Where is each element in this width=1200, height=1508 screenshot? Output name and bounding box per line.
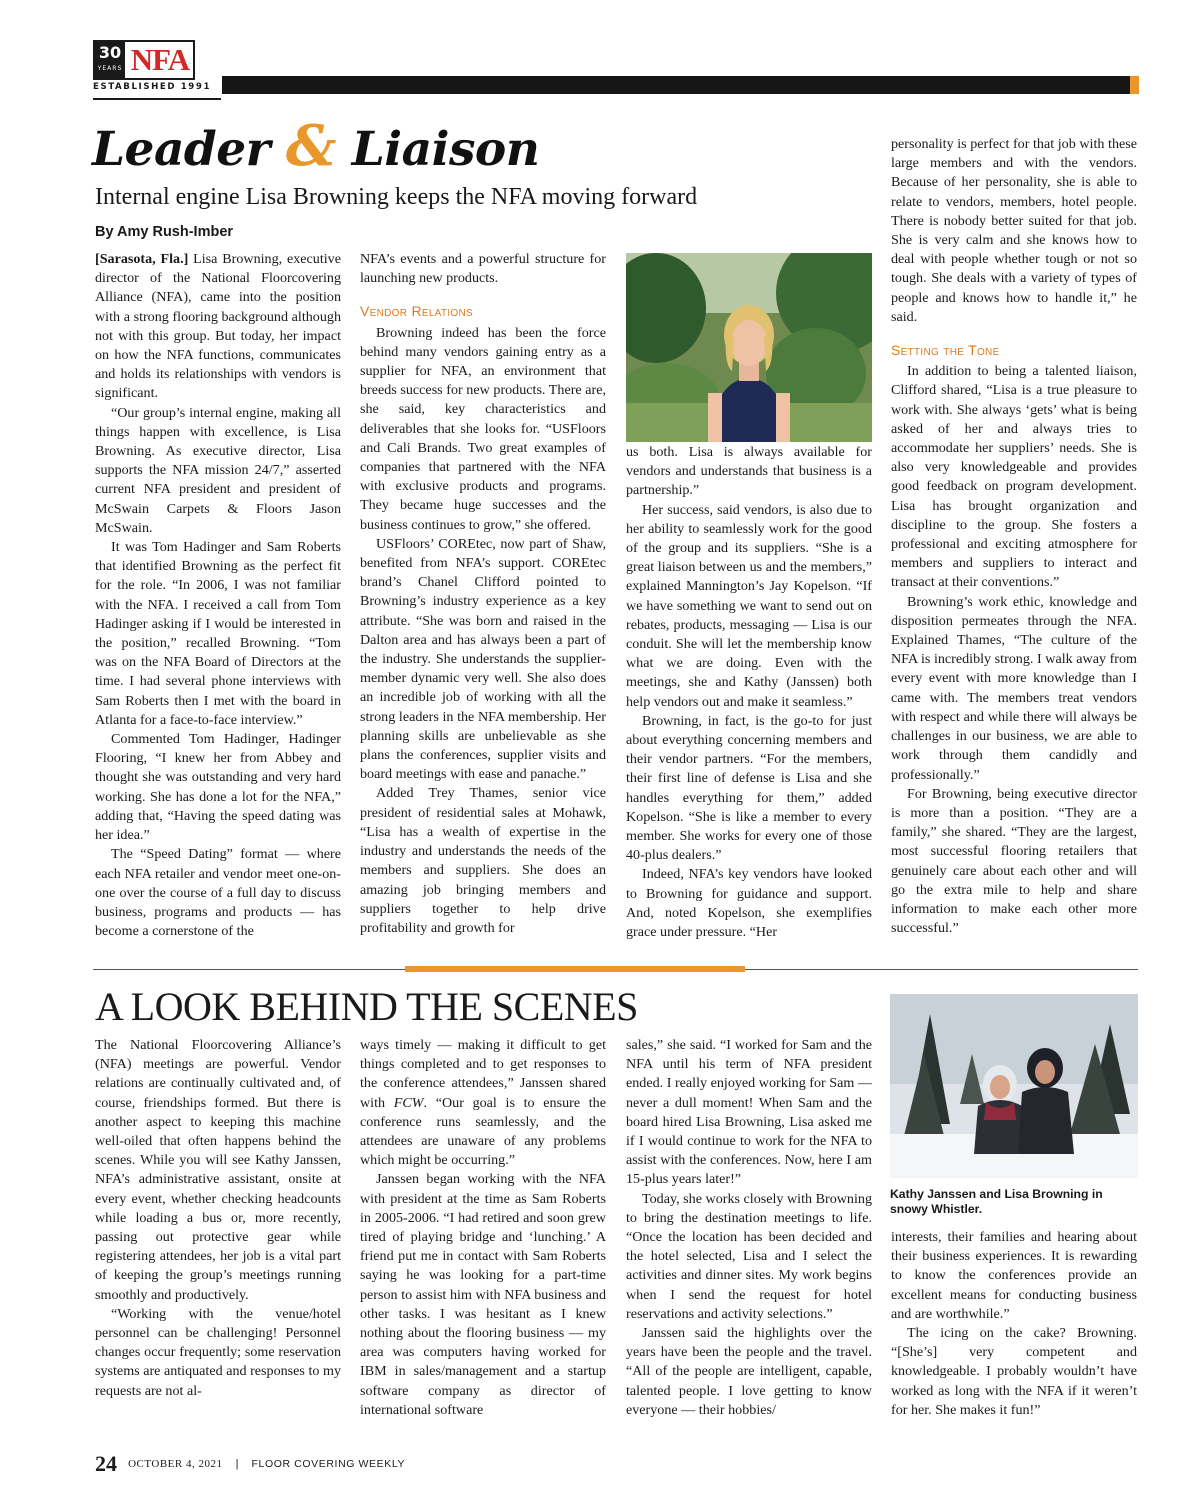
paragraph: For Browning, being executive director is more than a position. “They are a family,” she shared. “They are the largest, most successful flooring retailers that genuinely care about each other and will go the extra mile to help and share information to make each other more successful.”	[891, 785, 1137, 937]
paragraph: Indeed, NFA’s key vendors have looked to Browning for guidance and support. And, noted Kopelson, she exemplifies grace under pressure. “Her	[626, 866, 872, 941]
article-column-2	[360, 250, 606, 938]
paragraph: Added Trey Thames, senior vice president of residential sales at Mohawk, “Lisa has a wealth of expertise in the industry and understands the needs of the members and suppliers. She does an amazing job bringing members and suppliers together to help drive profitability and growth for	[360, 785, 606, 936]
paragraph: Janssen began working with the NFA with president at the time as Sam Roberts in 2005-2006. “I had retired and soon grew tired of playing bridge and ‘lunching.’ A friend put me in contact with Sam Roberts saying he was looking for a part-time person to assist him with NFA business and other tasks. I was hesitant as I knew nothing about the flooring business — my area was computers having worked for IBM in sales/management and a startup software company as director of international software	[360, 1171, 606, 1418]
paragraph: The “Speed Dating” format — where each NFA retailer and vendor meet one-on-one over the course of a full day to discuss business, programs and products — has become a cornerstone of the	[95, 846, 341, 940]
paragraph: It was Tom Hadinger and Sam Roberts that identified Browning as the perfect fit for the role. “In 2006, I was not familiar with the NFA. I received a call from Tom Hadinger asking if I would be interested in the position,” recalled Browning. “Tom was on the NFA Board of Directors at the time. I had several phone interviews with Sam Roberts then I met with the board in Atlanta for a face-to-face interview.”	[95, 539, 341, 728]
paragraph: Her success, said vendors, is also due to her ability to seamlessly work for the good of the group and its suppliers. “She is a great liaison between us and the members,” explained Mannington’s Jay Kopelson. “If we have something we want to send out on rebates, products, messaging — Lisa is our conduit. She will let the membership know what we are doing. Even with the meetings, she and Kathy (Janssen) both help vendors out and make it seamless.”	[626, 501, 872, 710]
section-heading-setting-the-tone: Setting the Tone	[891, 342, 1000, 359]
logo-years-label: YEARS	[97, 65, 123, 72]
header-bar-accent	[1130, 76, 1139, 94]
paragraph: Browning indeed has been the force behind many vendors gaining entry as a supplier for NFA, an environment that breeds success for new products. There are, she said, key characteristics and deliverables that she looks for. “USFloors and Cali Brands. Two great examples of companies that partnered with the NFA with exclusive products and programs. They became huge successes and the business continues to grow,” she offered.	[360, 324, 606, 533]
article-subtitle: Internal engine Lisa Browning keeps the NFA moving forward	[95, 184, 698, 210]
photo-caption: Kathy Janssen and Lisa Browning in snowy Whistler.	[890, 1187, 1103, 1216]
sidebar-column-1	[95, 1036, 341, 1401]
logo-brand: NFA	[130, 42, 190, 77]
paragraph: The National Floorcovering Alliance’s (NFA) meetings are powerful. Vendor relations are continually cultivated and, of course, friendships formed. But there is another aspect to keeping this machine well-oiled that often happens behind the scenes. While you will see Kathy Janssen, NFA’s administrative assistant, onsite at every event, whether checking headcounts while loading a bus or, more recently, passing out protective gear while registering attendees, her job is a vital part of keeping the group’s meetings running smoothly and productively.	[95, 1037, 341, 1303]
dateline: [Sarasota, Fla.]	[95, 251, 189, 267]
paragraph: Today, she works closely with Browning to bring the destination meetings to life. “Once the location has been decided and the hotel selected, Lisa and I select the activities and dinner sites. My work begins when I send the request for hotel reservations and activity selections.”	[626, 1190, 872, 1322]
paragraph: sales,” she said. “I worked for Sam and the NFA until his term of NFA president ended. I really enjoyed working for Sam — never a dull moment! When Sam and the board hired Lisa Browning, Lisa asked me if I would continue to work for the NFA to assist with the conferences. Now, here I am 15-plus years later!”	[626, 1037, 872, 1188]
title-ampersand: &	[285, 113, 336, 179]
header-bar	[222, 76, 1130, 94]
snow-scene-illustration	[890, 994, 1138, 1178]
paragraph: us both. Lisa is always available for vendors and understands that business is a partnership.”	[626, 444, 872, 499]
paragraph: NFA’s events and a powerful structure for launching new products.	[360, 251, 606, 287]
article-byline: By Amy Rush-Imber	[95, 224, 234, 240]
portrait-illustration	[626, 253, 872, 442]
logo-years-block	[95, 42, 125, 78]
publication-title: FLOOR COVERING WEEKLY	[251, 1458, 406, 1470]
logo-underline	[93, 98, 221, 100]
publication-name: FCW	[393, 1094, 424, 1111]
paragraph: “Our group’s internal engine, making all things happen with excellence, is Lisa Browning. As executive director, Lisa supports the NFA mission 24/7,” asserted current NFA president and president of McSwain Carpets & Floors Jason McSwain.	[95, 404, 341, 536]
paragraph	[95, 250, 341, 404]
footer-separator: |	[235, 1458, 239, 1470]
paragraph: The icing on the cake? Browning. “[She’s] very competent and knowledgeable. I probably wouldn’t have worked as long with the NFA if it weren’t for her. She makes it fun!”	[891, 1325, 1137, 1418]
article-column-1	[95, 250, 341, 941]
issue-date: OCTOBER 4, 2021	[128, 1458, 223, 1470]
paragraph: Browning, in fact, is the go-to for just about everything concerning members and their vendor partners. “For the members, their first line of defense is Lisa and she handles everything for them,” added Kopelson. “She is like a member to every member. She works for every one of those 40-plus dealers.”	[626, 712, 872, 864]
sidebar-column-2	[360, 1036, 606, 1420]
article-column-4	[891, 135, 1137, 938]
section-heading-vendor-relations: Vendor Relations	[360, 303, 473, 320]
paragraph: In addition to being a talented liaison, Clifford shared, “Lisa is a true pleasure to work with. She always ‘gets’ what is being asked of her and always tries to accommodate her suppliers’ needs. She is also very knowledgeable and provides good feedback on program development. Lisa has brought organization and discipline to the group. She fosters a professional and exciting atmosphere for members and suppliers to interact and transact at their conventions.”	[891, 363, 1137, 591]
section-divider-accent	[405, 966, 745, 972]
page-number: 24	[95, 1451, 117, 1476]
sidebar-heading: A LOOK BEHIND THE SCENES	[95, 984, 638, 1029]
kathy-and-lisa-whistler-photo	[890, 994, 1138, 1178]
paragraph-text: Lisa Browning, executive director of the National Floorcovering Alliance (NFA), came into the position with a strong flooring background although not with this group. But today, her impact on how the NFA functions, communicates and holds its relationships with vendors is significant.	[95, 251, 341, 402]
nfa-30-years-logo	[93, 40, 212, 94]
page-footer	[95, 1451, 595, 1476]
logo-years-number: 30	[98, 43, 122, 62]
title-part-2: Liaison	[351, 122, 540, 177]
paragraph-text: ways timely — making it difficult to get things completed and to get responses to the conference attendees,” Janssen shared with	[360, 1037, 606, 1111]
title-part-1: Leader	[92, 122, 270, 177]
paragraph	[360, 1036, 606, 1170]
paragraph: Browning’s work ethic, knowledge and disposition permeates through the NFA. Explained Thames, “The culture of the NFA is incredibly strong. I walk away from every event with more knowledge than I came with. The members treat vendors with respect and while there will always be challenges in our business, we are able to work through them candidly and professionally.”	[891, 593, 1137, 783]
lisa-browning-photo	[626, 253, 872, 442]
paragraph: Janssen said the highlights over the years have been the people and the travel. “All of the people are intelligent, capable, talented people. I love getting to know everyone — their hobbies/	[626, 1325, 872, 1418]
paragraph-text: . “Our goal is to ensure the conference runs seamlessly, and the attendees are unaware of any problems which might be occurring.”	[360, 1094, 606, 1169]
logo-established: ESTABLISHED 1991	[93, 82, 212, 92]
sidebar-column-3	[626, 1036, 872, 1420]
sidebar-column-4	[891, 1228, 1137, 1420]
article-column-3	[626, 443, 872, 942]
article-title	[92, 114, 692, 178]
paragraph: “Working with the venue/hotel personnel can be challenging! Personnel changes occur frequently; some reservation systems are antiquated and responses to my requests are not al-	[95, 1305, 341, 1399]
paragraph: Commented Tom Hadinger, Hadinger Flooring, “I knew her from Abbey and thought she was outstanding and very hard working. She has done a lot for the NFA,” adding that, “Having the speed dating was her idea.”	[95, 731, 341, 844]
paragraph: interests, their families and hearing about their business experiences. It is rewarding to know the conferences provide an excellent means for conducting business and are worthwhile.”	[891, 1229, 1137, 1322]
paragraph: personality is perfect for that job with these large members and with the vendors. Because of her personality, she is able to relate to vendors, members, hotel people. There is nobody better suited for that job. She is very calm and she knows how to deal with people whether tough or not so tough. She deals with a variety of types of people and knows how to handle it,” he said.	[891, 136, 1137, 325]
paragraph: USFloors’ COREtec, now part of Shaw, benefited from NFA’s support. COREtec brand’s Chanel Clifford pointed to Browning’s industry experience as a key attribute. “She was born and raised in the Dalton area and has always been a part of the industry. She understands the supplier-member dynamic very well. She also does an incredible job of working with all the strong leaders in the NFA membership. Her planning skills are unbelievable as she plans the conferences, supplier visits and board meetings with ease and panache.”	[360, 535, 606, 783]
